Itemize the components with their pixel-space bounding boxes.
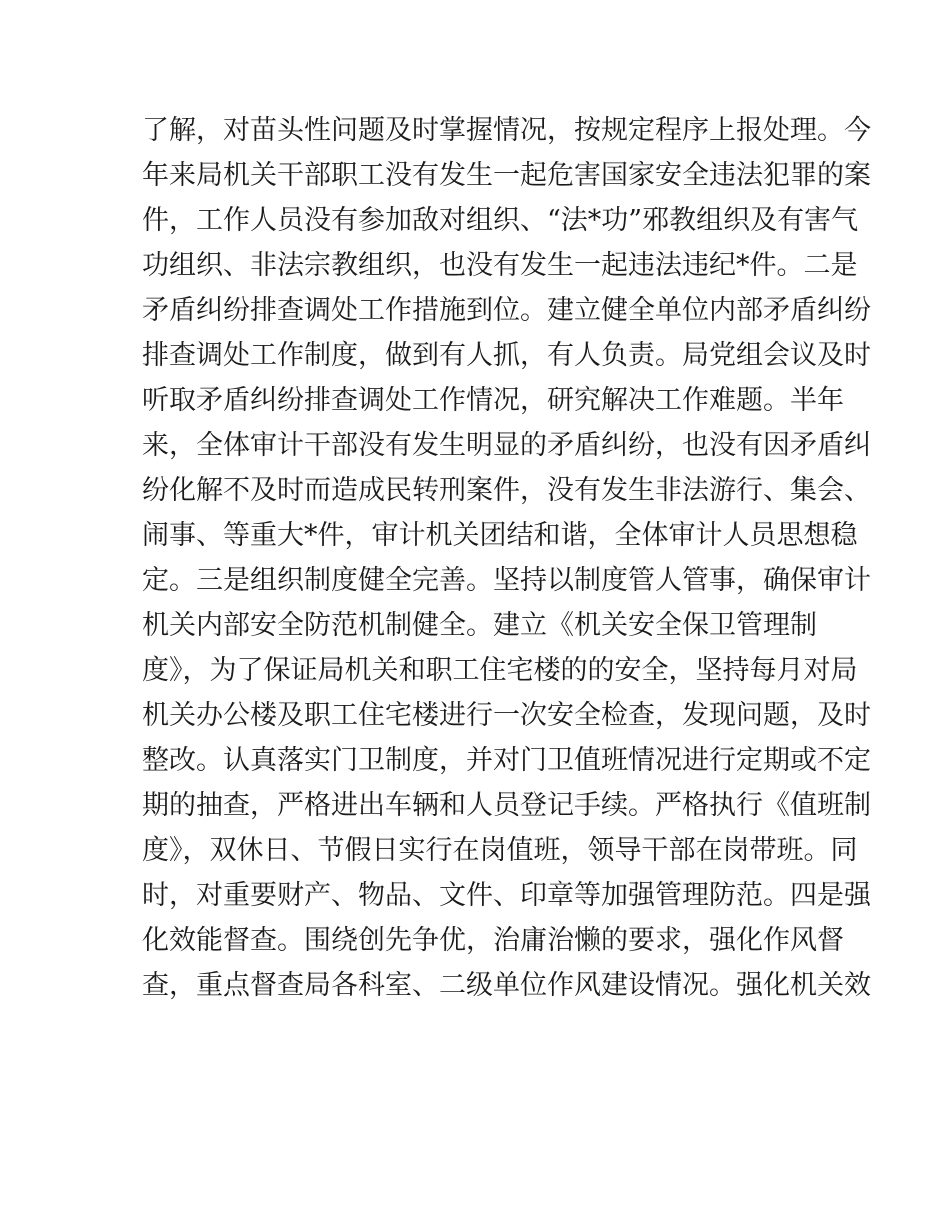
body-text [142,108,871,1008]
text-line: 功组织、非法宗教组织，也没有发生一起违法违纪*件。二是 [142,250,858,281]
text-line: 整改。认真落实门卫制度，并对门卫值班情况进行定期或不定 [142,745,871,776]
text-line: 件，工作人员没有参加敌对组织、“法*功”邪教组织及有害气 [142,205,859,236]
text-line: 矛盾纠纷排查调处工作措施到位。建立健全单位内部矛盾纠纷 [142,295,871,326]
text-line: 度》，双休日、节假日实行在岗值班，领导干部在岗带班。同 [142,835,858,866]
text-line: 期的抽查，严格进出车辆和人员登记手续。严格执行《值班制 [142,790,871,821]
text-line: 听取矛盾纠纷排查调处工作情况，研究解决工作难题。半年 [142,385,844,416]
text-line: 来，全体审计干部没有发生明显的矛盾纠纷，也没有因矛盾纠 [142,430,871,461]
text-line: 机关办公楼及职工住宅楼进行一次安全检查，发现问题，及时 [142,700,871,731]
text-line: 纷化解不及时而造成民转刑案件，没有发生非法游行、集会、 [142,475,871,506]
text-line: 排查调处工作制度，做到有人抓，有人负责。局党组会议及时 [142,340,871,371]
text-line: 度》，为了保证局机关和职工住宅楼的的安全，坚持每月对局 [142,655,858,686]
text-line: 了解，对苗头性问题及时掌握情况，按规定程序上报处理。今 [142,115,871,146]
text-line: 定。三是组织制度健全完善。坚持以制度管人管事，确保审计 [142,565,871,596]
text-line: 年来局机关干部职工没有发生一起危害国家安全违法犯罪的案 [142,160,871,191]
text-line: 查，重点督查局各科室、二级单位作风建设情况。强化机关效 [142,970,871,1001]
text-line: 时，对重要财产、物品、文件、印章等加强管理防范。四是强 [142,880,871,911]
text-line: 化效能督查。围绕创先争优，治庸治懒的要求，强化作风督 [142,925,844,956]
text-line: 闹事、等重大*件，审计机关团结和谐，全体审计人员思想稳 [142,520,858,551]
text-line: 机关内部安全防范机制健全。建立《机关安全保卫管理制 [142,610,817,641]
